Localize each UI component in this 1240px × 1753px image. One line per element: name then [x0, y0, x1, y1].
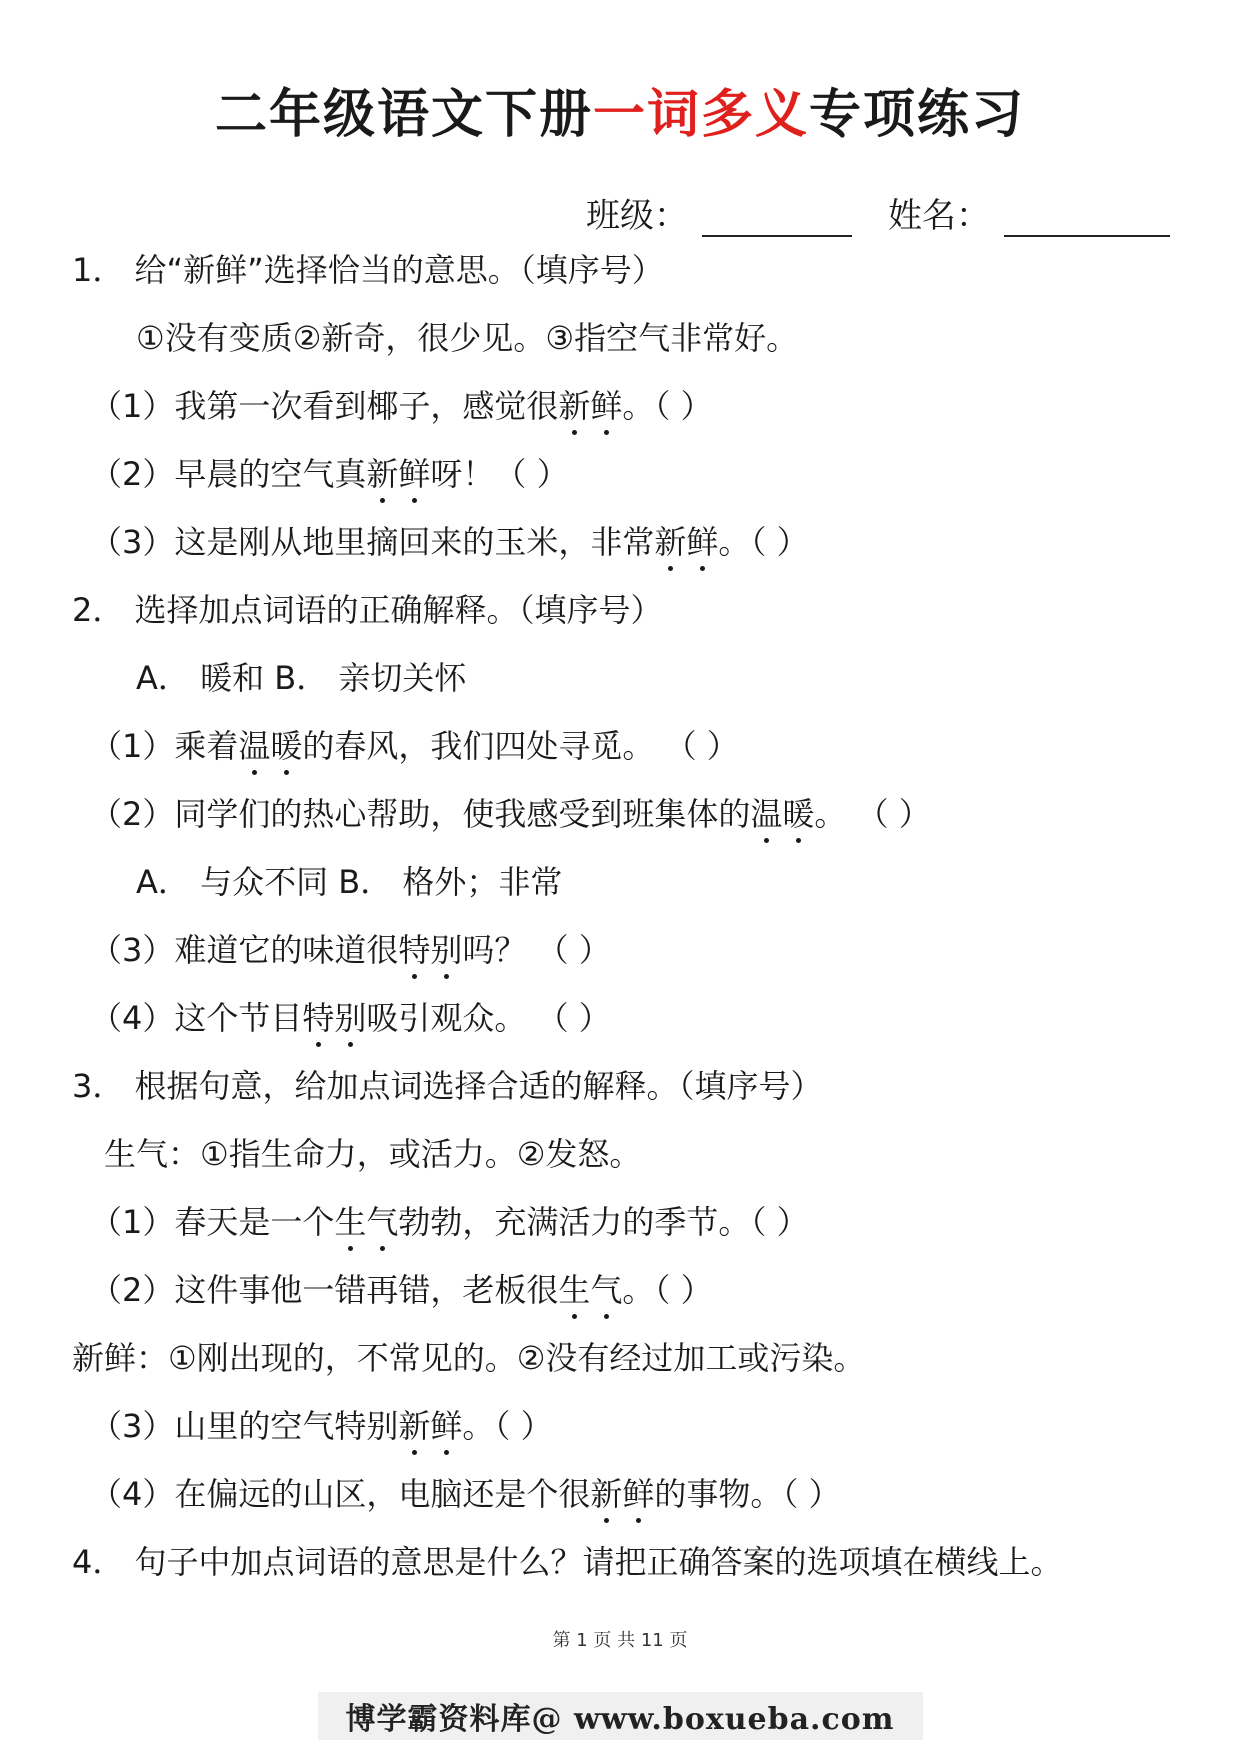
line-text: （3）山里的空气特别: [90, 1407, 399, 1445]
question-line: [72, 1338, 865, 1378]
title-part2: 专项练习: [809, 85, 1026, 145]
emphasis-char: 别: [334, 999, 367, 1037]
line-text: 的事物。（ ）: [654, 1475, 841, 1513]
line-text: 吗？ （ ）: [462, 931, 611, 969]
emphasis-char: 特: [398, 931, 431, 969]
line-text: （4）在偏远的山区，电脑还是个很: [90, 1475, 591, 1513]
emphasis-char: 生: [334, 1203, 367, 1241]
line-text: 新鲜：①刚出现的，不常见的。②没有经过加工或污染。: [72, 1339, 866, 1377]
question-line: [136, 318, 798, 358]
line-text: 4． 句子中加点词语的意思是什么？请把正确答案的选项填在横线上。: [72, 1543, 1063, 1581]
line-text: A． 与众不同 B． 格外；非常: [136, 863, 563, 901]
line-text: （1）乘着: [90, 727, 239, 765]
title-part1: 二年级语文下册: [214, 85, 593, 145]
question-line: [136, 658, 466, 698]
title-highlight: 一词多义: [592, 85, 809, 145]
question-line: [90, 386, 713, 426]
line-text: 。（ ）: [622, 1271, 713, 1309]
emphasis-char: 别: [430, 931, 463, 969]
emphasis-char: 暖: [270, 727, 303, 765]
line-text: 。（ ）: [622, 387, 713, 425]
class-field[interactable]: [702, 201, 852, 237]
emphasis-char: 气: [366, 1203, 399, 1241]
question-line: [90, 1474, 841, 1514]
line-text: 。（ ）: [718, 523, 809, 561]
line-text: ①没有变质②新奇，很少见。③指空气非常好。: [136, 319, 799, 357]
line-text: （2）这件事他一错再错，老板很: [90, 1271, 559, 1309]
emphasis-char: 新: [654, 523, 687, 561]
line-text: 2． 选择加点词语的正确解释。（填序号）: [72, 591, 663, 629]
watermark-text: 博学霸资料库@ www.boxueba.com: [318, 1692, 923, 1740]
page-footer: 第 1 页 共 11 页: [552, 1630, 688, 1651]
emphasis-char: 温: [750, 795, 783, 833]
question-line: [72, 1066, 823, 1106]
line-text: 的春风，我们四处寻觅。 （ ）: [302, 727, 739, 765]
name-label: 姓名：: [888, 196, 990, 236]
question-line: [90, 454, 569, 494]
line-text: 呀！（ ）: [430, 455, 569, 493]
question-line: [90, 794, 931, 834]
line-text: 勃勃，充满活力的季节。（ ）: [398, 1203, 809, 1241]
emphasis-char: 特: [302, 999, 335, 1037]
line-text: （3）难道它的味道很: [90, 931, 399, 969]
emphasis-char: 鲜: [398, 455, 431, 493]
question-line: [90, 1202, 809, 1242]
watermark: [0, 1692, 1240, 1740]
line-text: 1． 给“新鲜”选择恰当的意思。（填序号）: [72, 251, 664, 289]
question-line: [90, 998, 611, 1038]
emphasis-char: 新: [558, 387, 591, 425]
emphasis-char: 鲜: [622, 1475, 655, 1513]
line-text: 吸引观众。 （ ）: [366, 999, 611, 1037]
question-line: [90, 930, 611, 970]
line-text: （1）春天是一个: [90, 1203, 335, 1241]
question-line: [90, 1270, 713, 1310]
class-label: 班级：: [586, 196, 688, 236]
line-text: （2）早晨的空气真: [90, 455, 367, 493]
question-line: [72, 250, 664, 290]
line-text: 生气：①指生命力，或活力。②发怒。: [104, 1135, 642, 1173]
emphasis-char: 新: [366, 455, 399, 493]
question-line: [72, 1542, 1063, 1582]
line-text: 。 （ ）: [814, 795, 931, 833]
question-line: [90, 522, 809, 562]
line-text: 。（ ）: [462, 1407, 553, 1445]
question-line: [104, 1134, 641, 1174]
line-text: A． 暖和 B． 亲切关怀: [136, 659, 467, 697]
page-title: [0, 72, 1240, 147]
line-text: 3． 根据句意，给加点词选择合适的解释。（填序号）: [72, 1067, 823, 1105]
emphasis-char: 暖: [782, 795, 815, 833]
emphasis-char: 生: [558, 1271, 591, 1309]
line-text: （4）这个节目: [90, 999, 303, 1037]
question-line: [90, 1406, 553, 1446]
student-info: [586, 188, 1170, 237]
emphasis-char: 气: [590, 1271, 623, 1309]
emphasis-char: 温: [238, 727, 271, 765]
emphasis-char: 鲜: [686, 523, 719, 561]
line-text: （1）我第一次看到椰子，感觉很: [90, 387, 559, 425]
question-line: [72, 590, 663, 630]
emphasis-char: 鲜: [430, 1407, 463, 1445]
emphasis-char: 鲜: [590, 387, 623, 425]
line-text: （3）这是刚从地里摘回来的玉米，非常: [90, 523, 655, 561]
question-line: [136, 862, 562, 902]
name-field[interactable]: [1004, 201, 1170, 237]
line-text: （2）同学们的热心帮助，使我感受到班集体的: [90, 795, 751, 833]
emphasis-char: 新: [398, 1407, 431, 1445]
question-line: [90, 726, 739, 766]
emphasis-char: 新: [590, 1475, 623, 1513]
